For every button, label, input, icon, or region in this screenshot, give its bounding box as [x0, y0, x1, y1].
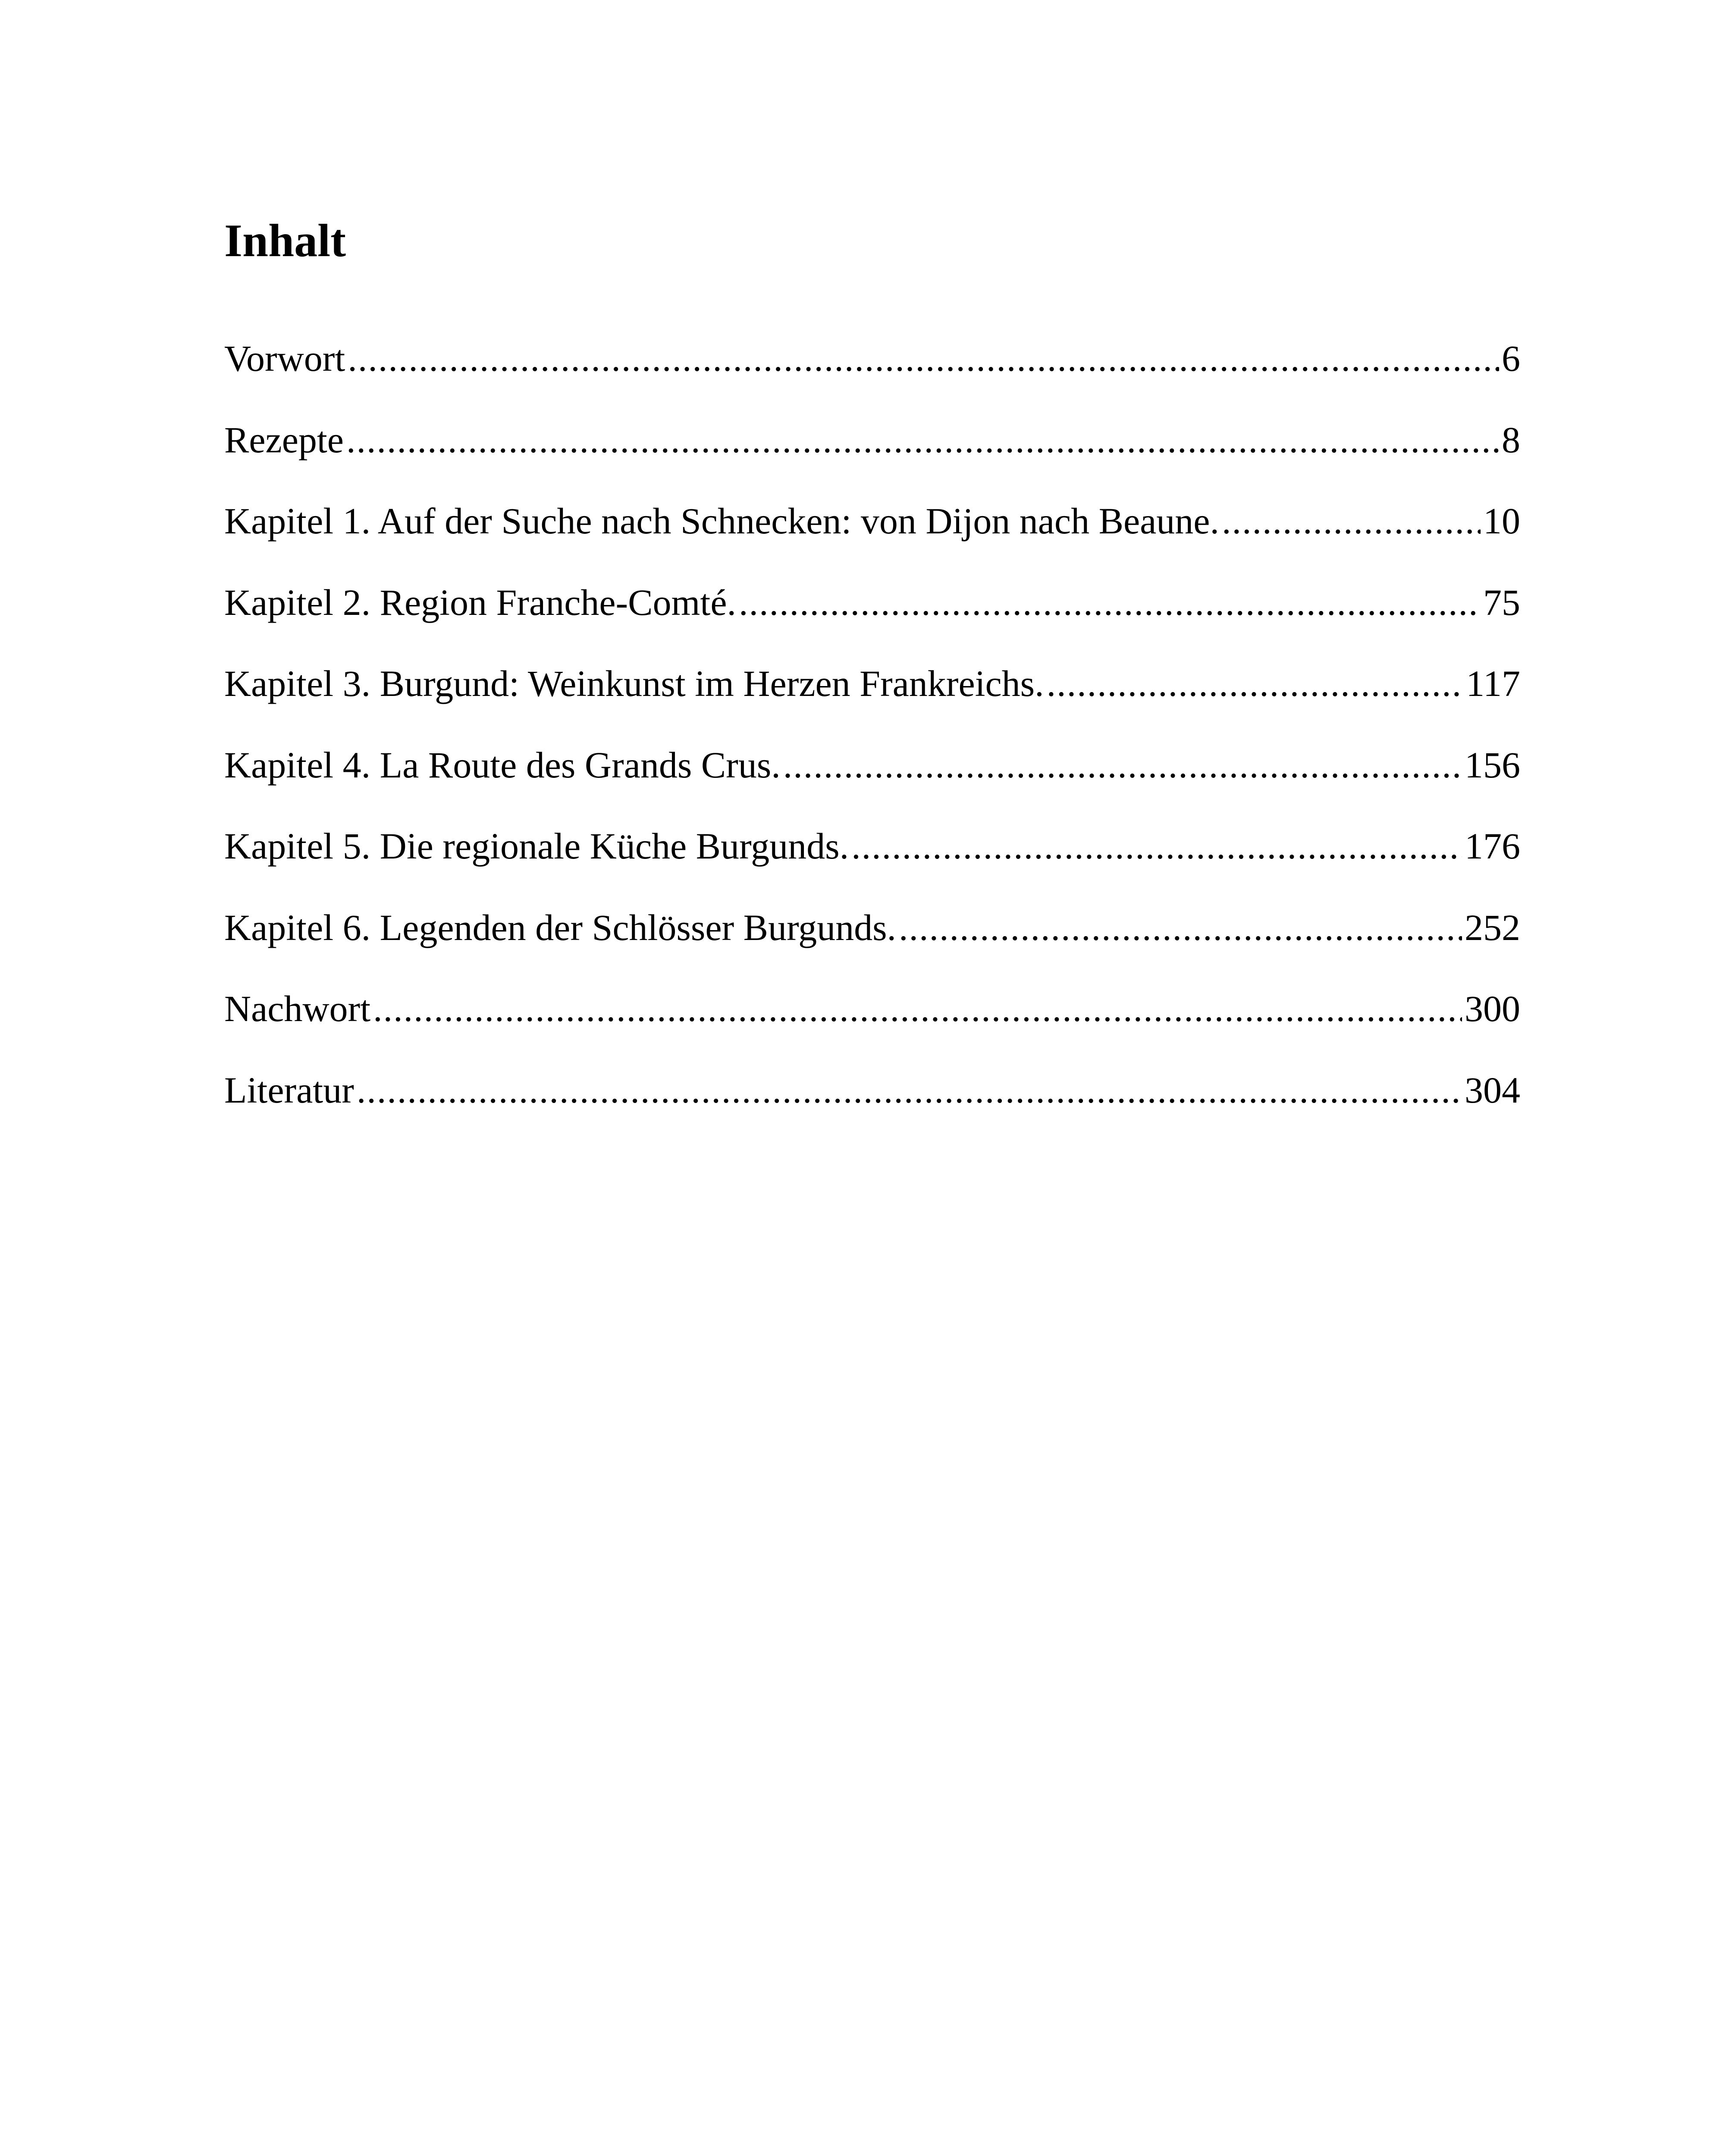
toc-entry-rezepte: [224, 421, 1520, 503]
toc-dot-leader: [357, 1072, 1462, 1109]
toc-entry-kapitel-5: [224, 827, 1520, 909]
toc-dot-leader: [1047, 665, 1464, 702]
toc-entry-label: Rezepte: [224, 419, 344, 461]
toc-page-number: 10: [1483, 500, 1520, 542]
toc-page-number: 252: [1465, 906, 1520, 948]
toc-entry-label: Nachwort: [224, 988, 371, 1029]
toc-dot-leader: [1222, 502, 1481, 539]
toc-page-number: 6: [1502, 338, 1520, 379]
toc-dot-leader: [783, 746, 1462, 783]
toc-dot-leader: [899, 909, 1462, 946]
toc-entry-kapitel-3: [224, 665, 1520, 746]
toc-entry-kapitel-1: [224, 502, 1520, 584]
toc-entry-label: Kapitel 6. Legenden der Schlösser Burgunds.: [224, 906, 897, 948]
toc-page-number: 8: [1502, 419, 1520, 461]
toc-entry-label: Literatur: [224, 1069, 354, 1111]
toc-dot-leader: [739, 584, 1481, 621]
toc-dot-leader: [346, 421, 1499, 458]
toc-entry-kapitel-4: [224, 746, 1520, 828]
toc-page-number: 176: [1465, 825, 1520, 867]
toc-entry-nachwort: [224, 990, 1520, 1072]
toc-entry-label: Kapitel 1. Auf der Suche nach Schnecken: von Dijon nach Beaune.: [224, 500, 1219, 542]
toc-page-number: 156: [1465, 744, 1520, 786]
toc-page-number: 304: [1465, 1069, 1520, 1111]
toc-page-number: 117: [1466, 663, 1520, 704]
toc-heading: Inhalt: [224, 215, 346, 266]
table-of-contents: [224, 340, 1520, 1153]
toc-entry-label: Vorwort: [224, 338, 345, 379]
toc-dot-leader: [373, 990, 1462, 1027]
toc-page-number: 75: [1483, 581, 1520, 623]
toc-dot-leader: [348, 340, 1499, 377]
toc-entry-kapitel-6: [224, 906, 1520, 990]
toc-entry-literatur: [224, 1069, 1520, 1153]
toc-entry-vorwort: [224, 340, 1520, 421]
toc-entry-label: Kapitel 4. La Route des Grands Crus.: [224, 744, 781, 786]
toc-entry-label: Kapitel 3. Burgund: Weinkunst im Herzen Frankreichs.: [224, 663, 1044, 704]
toc-entry-label: Kapitel 2. Region Franche-Comté.: [224, 581, 736, 623]
toc-page-number: 300: [1465, 988, 1520, 1029]
toc-entry-label: Kapitel 5. Die regionale Küche Burgunds.: [224, 825, 849, 867]
toc-dot-leader: [851, 827, 1462, 865]
toc-entry-kapitel-2: [224, 581, 1520, 665]
